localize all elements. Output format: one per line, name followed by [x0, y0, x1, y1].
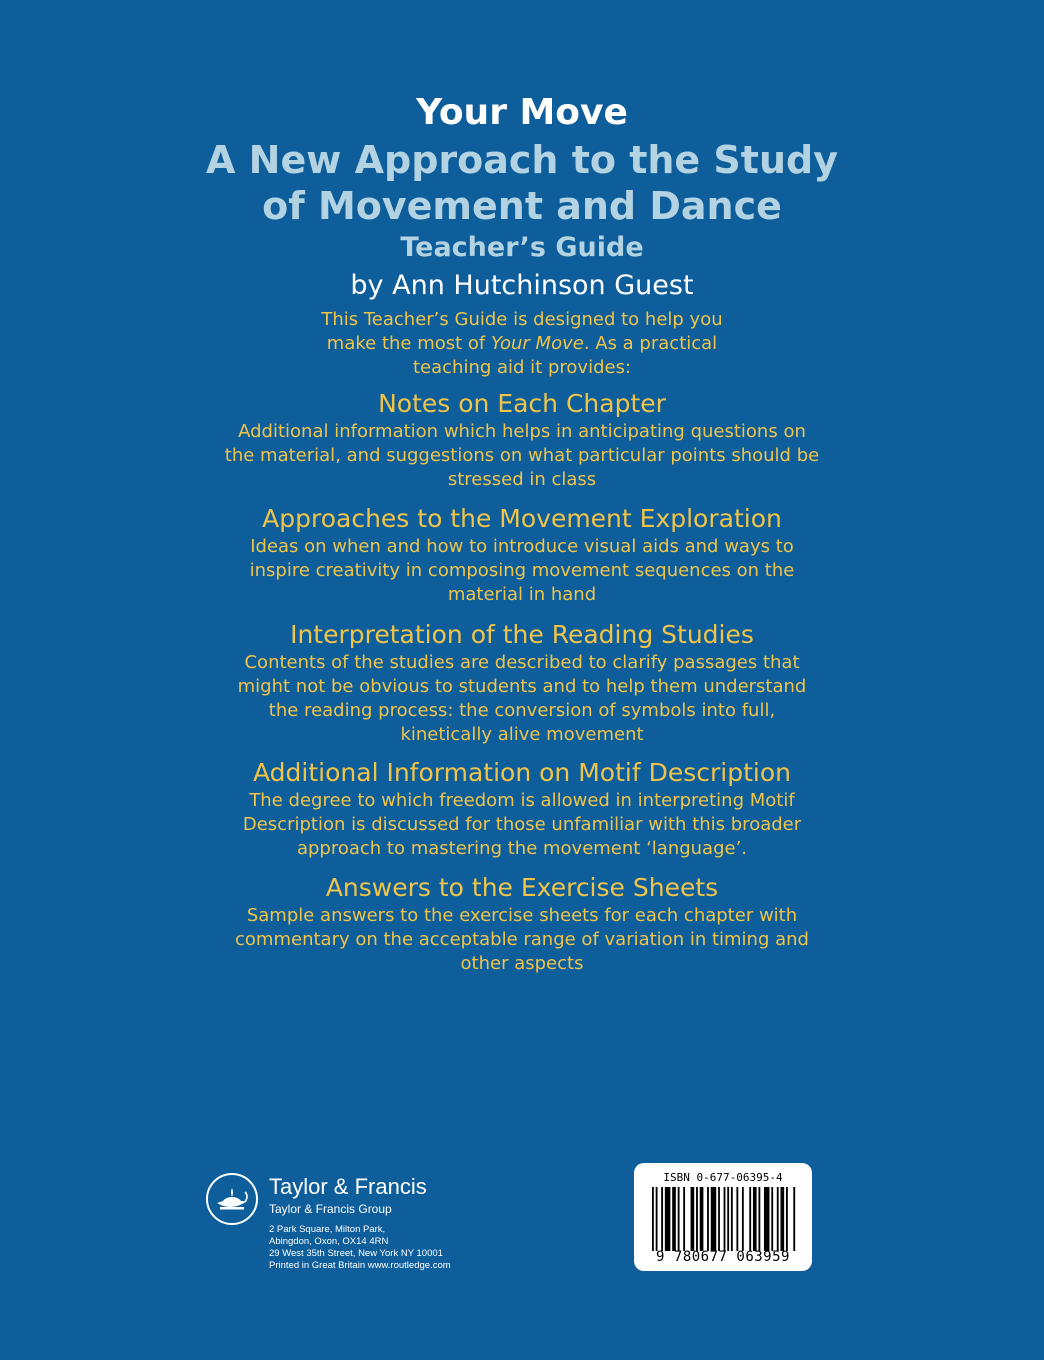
subtitle: Teacher’s Guide: [400, 232, 644, 263]
publisher-name: Taylor & Francis: [269, 1174, 427, 1199]
section-text-line: the material, and suggestions on what particular points should be: [224, 445, 820, 466]
ean-number: 9 780677 063959: [656, 1249, 790, 1265]
section-text-line: Ideas on when and how to introduce visual aids and ways to: [250, 536, 794, 557]
section-motif-description: [0, 757, 1044, 861]
section-text-line: kinetically alive movement: [400, 724, 644, 745]
section-notes-on-each-chapter: [0, 388, 1044, 492]
address-line: 2 Park Square, Milton Park,: [269, 1224, 386, 1235]
intro-line-2-after: . As a practical: [583, 333, 718, 354]
section-heading: Approaches to the Movement Exploration: [262, 504, 782, 533]
publisher-group: Taylor & Francis Group: [269, 1202, 392, 1216]
section-heading: Interpretation of the Reading Studies: [290, 620, 754, 649]
section-text-line: Contents of the studies are described to clarify passages that: [244, 652, 800, 673]
intro-book-title: Your Move: [490, 333, 584, 354]
intro-line-3: teaching aid it provides:: [412, 357, 632, 378]
intro-line-1: This Teacher’s Guide is designed to help you: [321, 309, 723, 330]
barcode-panel: [634, 1163, 812, 1271]
intro-line-2: [0, 332, 1044, 356]
section-interpretation-reading-studies: [0, 619, 1044, 747]
isbn-number: ISBN 0-677-06395-4: [663, 1171, 783, 1184]
section-text-line: Sample answers to the exercise sheets for each chapter with: [246, 905, 798, 926]
section-text-line: inspire creativity in composing movement sequences on the: [249, 560, 795, 581]
section-approaches-movement-exploration: [0, 503, 1044, 607]
section-text-line: The degree to which freedom is allowed in interpreting Motif: [249, 790, 795, 811]
section-text-line: approach to mastering the movement ‘language’.: [296, 838, 748, 859]
section-text-line: material in hand: [447, 584, 597, 605]
section-text-line: commentary on the acceptable range of variation in timing and: [235, 929, 809, 950]
title-line-1: Your Move: [416, 92, 628, 133]
section-text-line: Additional information which helps in anticipating questions on: [238, 421, 806, 442]
address-line: Abingdon, Oxon, OX14 4RN: [269, 1236, 389, 1247]
section-text-line: the reading process: the conversion of symbols into full,: [268, 700, 776, 721]
section-text-line: other aspects: [460, 953, 584, 974]
author: by Ann Hutchinson Guest: [350, 270, 694, 301]
lamp-icon: [205, 1172, 259, 1226]
publisher-block: [205, 1172, 525, 1282]
address-line: 29 West 35th Street, New York NY 10001: [269, 1248, 443, 1259]
section-heading: Answers to the Exercise Sheets: [325, 873, 719, 902]
section-heading: Additional Information on Motif Description: [253, 758, 791, 787]
barcode-bars: [652, 1187, 797, 1251]
address-line: Printed in Great Britain www.routledge.com: [269, 1260, 451, 1271]
section-answers-exercise-sheets: [0, 872, 1044, 976]
section-text-line: might not be obvious to students and to help them understand: [237, 676, 807, 697]
section-heading: Notes on Each Chapter: [378, 389, 666, 418]
intro-paragraph: [0, 308, 1044, 380]
intro-line-2-before: make the most of: [326, 333, 491, 354]
publisher-address: [269, 1224, 451, 1272]
title-line-3: of Movement and Dance: [262, 184, 782, 228]
section-text-line: stressed in class: [447, 469, 597, 490]
title-line-2: A New Approach to the Study: [206, 138, 838, 182]
section-text-line: Description is discussed for those unfamiliar with this broader: [242, 814, 802, 835]
